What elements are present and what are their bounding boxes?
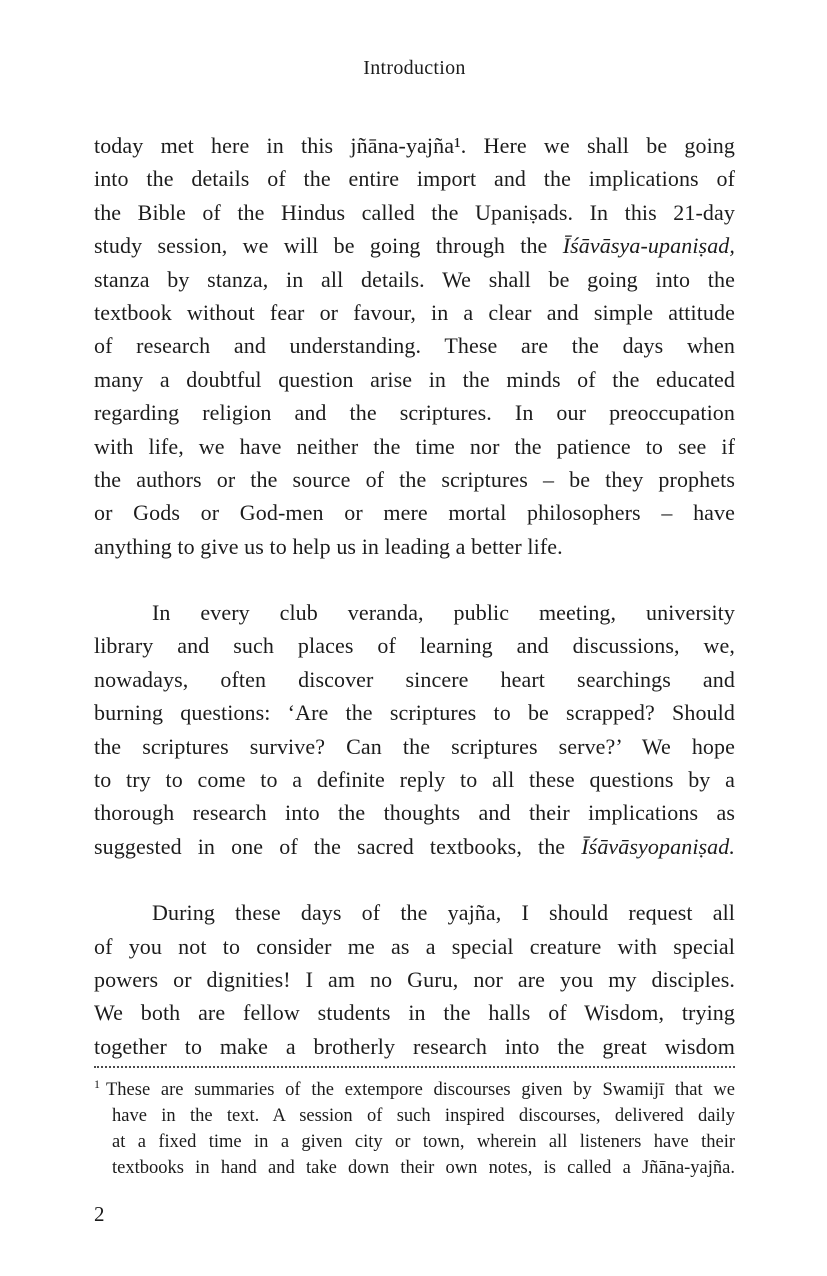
text-line: together to make a brotherly research into the great wisdom: [94, 1033, 735, 1059]
running-header: Introduction: [363, 57, 466, 79]
text-line: anything to give us to help us in leading a better life.: [94, 533, 563, 559]
text-line: into the details of the entire import and the implications of: [94, 166, 735, 192]
text-line: to try to come to a definite reply to all these questions by a: [94, 767, 735, 793]
text-line: nowadays, often discover sincere heart searchings and: [94, 666, 735, 692]
page-number: 2: [94, 1202, 105, 1226]
paragraph: [94, 129, 735, 563]
text-line: stanza by stanza, in all details. We shall be going into the: [94, 266, 735, 292]
text-line: or Gods or God-men or mere mortal philosophers – have: [94, 500, 735, 526]
text-line: of research and understanding. These are the days when: [94, 333, 735, 359]
text-line: study session, we will be going through the Īśāvāsya-upaniṣad,: [94, 233, 735, 259]
footnote: [94, 1077, 735, 1181]
text-line: library and such places of learning and discussions, we,: [94, 633, 735, 659]
text-line: burning questions: ‘Are the scriptures to be scrapped? Should: [94, 700, 735, 726]
footnote-separator: [94, 1066, 735, 1068]
text-line: the scriptures survive? Can the scriptures serve?’ We hope: [94, 733, 735, 759]
body-text: [94, 129, 735, 1063]
text-line: today met here in this jñāna-yajña¹. Here we shall be going: [94, 133, 735, 158]
footnote-line: $^1$ These are summaries of the extempore discourses given by Swamijī that we: [94, 1076, 735, 1100]
paragraph: [94, 596, 735, 863]
paragraph: [94, 896, 735, 1063]
text-line: suggested in one of the sacred textbooks, the Īśāvāsyopaniṣad.: [94, 833, 735, 859]
text-line: many a doubtful question arise in the minds of the educated: [94, 366, 735, 392]
text-line: regarding religion and the scriptures. In our preoccupation: [94, 400, 735, 426]
text-line: During these days of the yajña, I should request all: [152, 900, 735, 926]
footnote-line: have in the text. A session of such inspired discourses, delivered daily: [112, 1106, 735, 1126]
footnote-line: at a fixed time in a given city or town, wherein all listeners have their: [112, 1132, 735, 1152]
text-line: of you not to consider me as a special creature with special: [94, 933, 735, 959]
text-line: textbook without fear or favour, in a clear and simple attitude: [94, 299, 735, 325]
text-line: In every club veranda, public meeting, university: [152, 600, 735, 626]
text-line: the Bible of the Hindus called the Upaniṣads. In this 21-day: [94, 199, 735, 225]
text-line: thorough research into the thoughts and their implications as: [94, 800, 735, 826]
text-line: We both are fellow students in the halls of Wisdom, trying: [94, 1000, 735, 1026]
text-line: powers or dignities! I am no Guru, nor are you my disciples.: [94, 966, 735, 992]
footnote-marker: 1: [94, 1076, 100, 1091]
footnote-line: textbooks in hand and take down their own notes, is called a Jñāna-yajña.: [112, 1158, 735, 1178]
text-line: the authors or the source of the scriptures – be they prophets: [94, 466, 735, 492]
text-line: with life, we have neither the time nor the patience to see if: [94, 433, 735, 459]
